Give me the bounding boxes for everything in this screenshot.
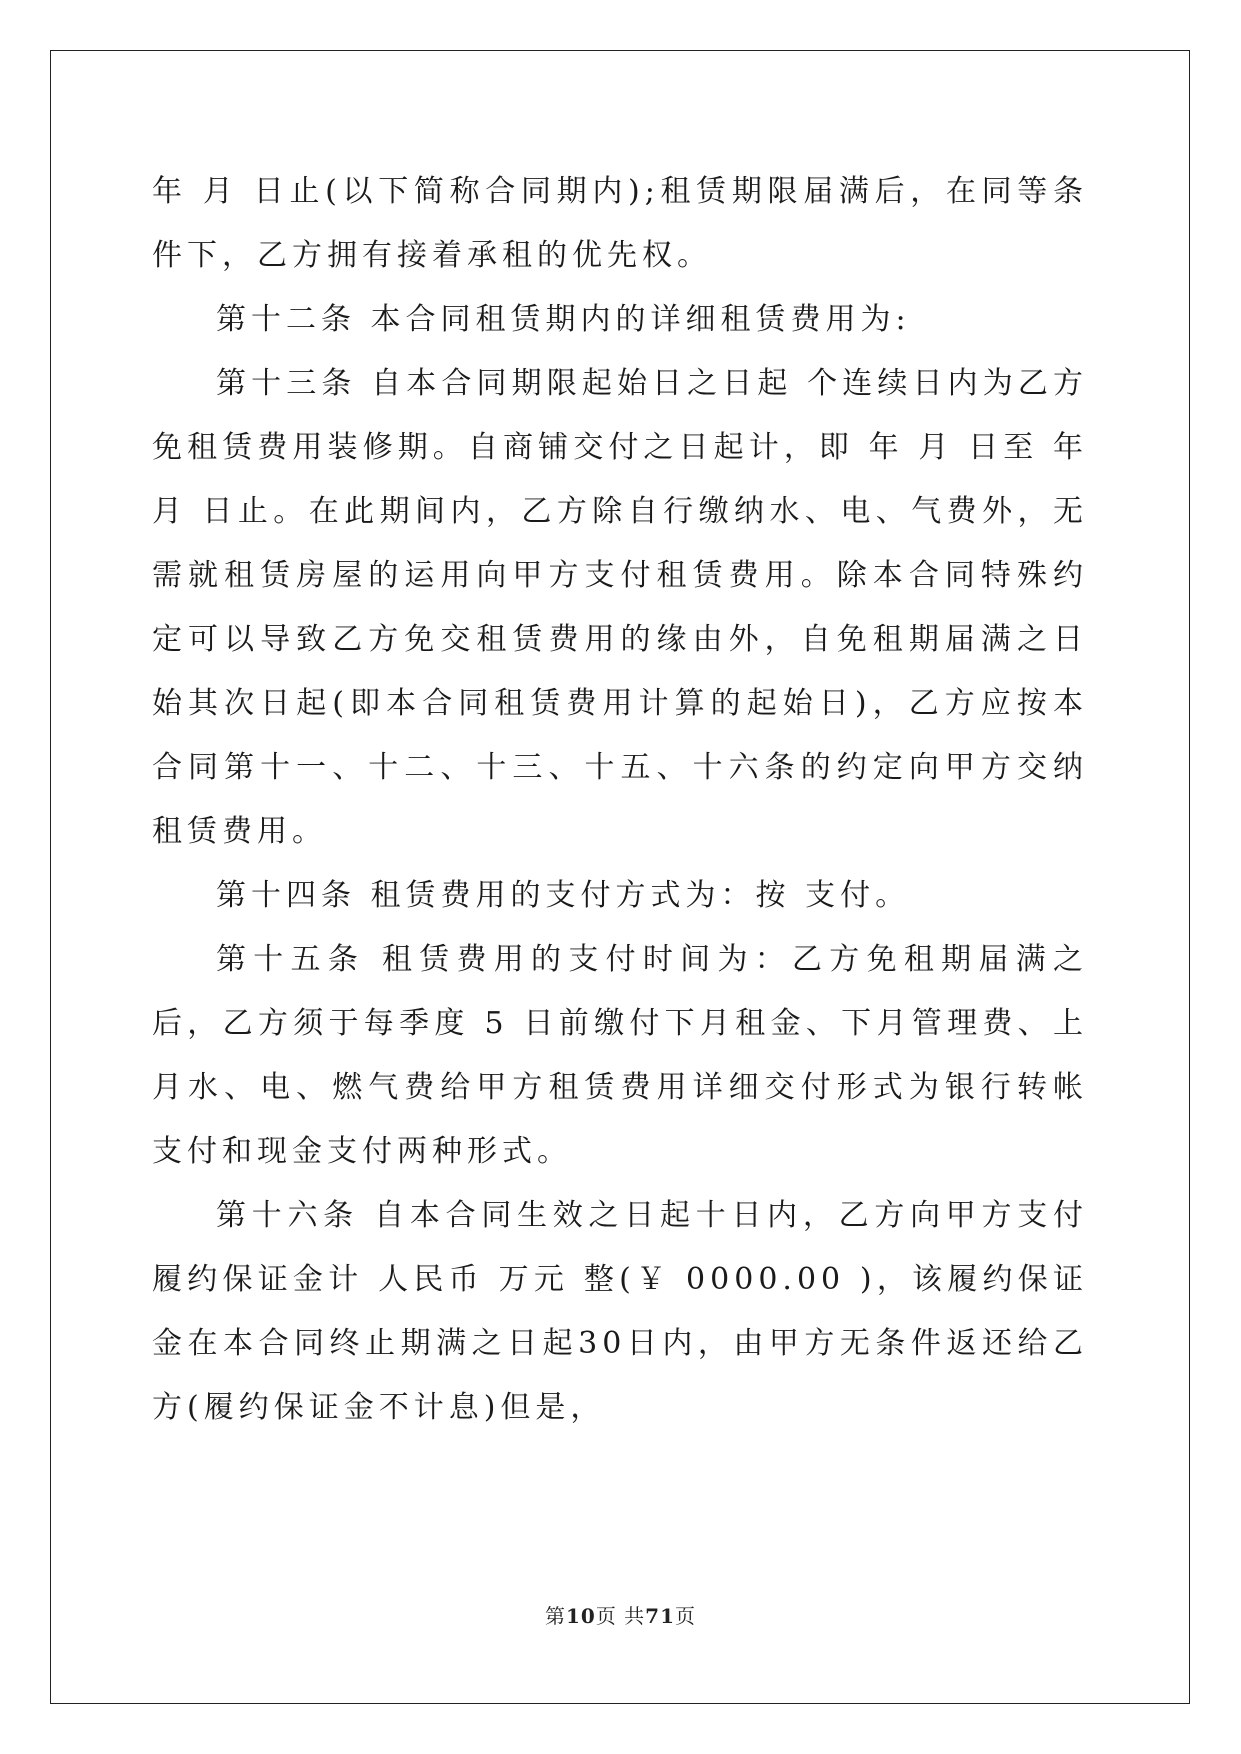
paragraph-article-16: 第十六条 自本合同生效之日起十日内，乙方向甲方支付履约保证金计 人民币 万元 整(￥ 0000.00 )，该履约保证金在本合同终止期满之日起30日内，由甲方无条件返还给乙方(履约保证金不计息)但是， bbox=[152, 1198, 1088, 1425]
document-body bbox=[152, 160, 1088, 1440]
footer-suffix: 页 bbox=[675, 1604, 697, 1628]
page-footer bbox=[0, 1600, 1241, 1629]
total-page-number: 71 bbox=[645, 1604, 676, 1628]
footer-prefix: 第 bbox=[544, 1604, 566, 1628]
footer-middle: 页 共 bbox=[595, 1604, 646, 1628]
paragraph-continuation: 年 月 日止(以下简称合同期内);租赁期限届满后，在同等条件下，乙方拥有接着承租的优先权。 bbox=[152, 174, 1088, 273]
current-page-number: 10 bbox=[565, 1604, 596, 1628]
paragraph-article-12: 第十二条 本合同租赁期内的详细租赁费用为: bbox=[216, 302, 911, 337]
paragraph-article-15: 第十五条 租赁费用的支付时间为：乙方免租期届满之后，乙方须于每季度 5 日前缴付下月租金、下月管理费、上月水、电、燃气费给甲方租赁费用详细交付形式为银行转帐支付和现金支付两种形式。 bbox=[152, 942, 1088, 1169]
paragraph-article-14: 第十四条 租赁费用的支付方式为：按 支付。 bbox=[216, 878, 911, 913]
paragraph-article-13: 第十三条 自本合同期限起始日之日起 个连续日内为乙方免租赁费用装修期。自商铺交付之日起计，即 年 月 日至 年 月 日止。在此期间内，乙方除自行缴纳水、电、气费外，无需就租赁房屋的运用向甲方支付租赁费用。除本合同特殊约定可以导致乙方免交租赁费用的缘由外，自免租期届满之日始其次日起(即本合同租赁费用计算的起始日)，乙方应按本合同第十一、十二、十三、十五、十六条的约定向甲方交纳租赁费用。 bbox=[152, 366, 1088, 849]
